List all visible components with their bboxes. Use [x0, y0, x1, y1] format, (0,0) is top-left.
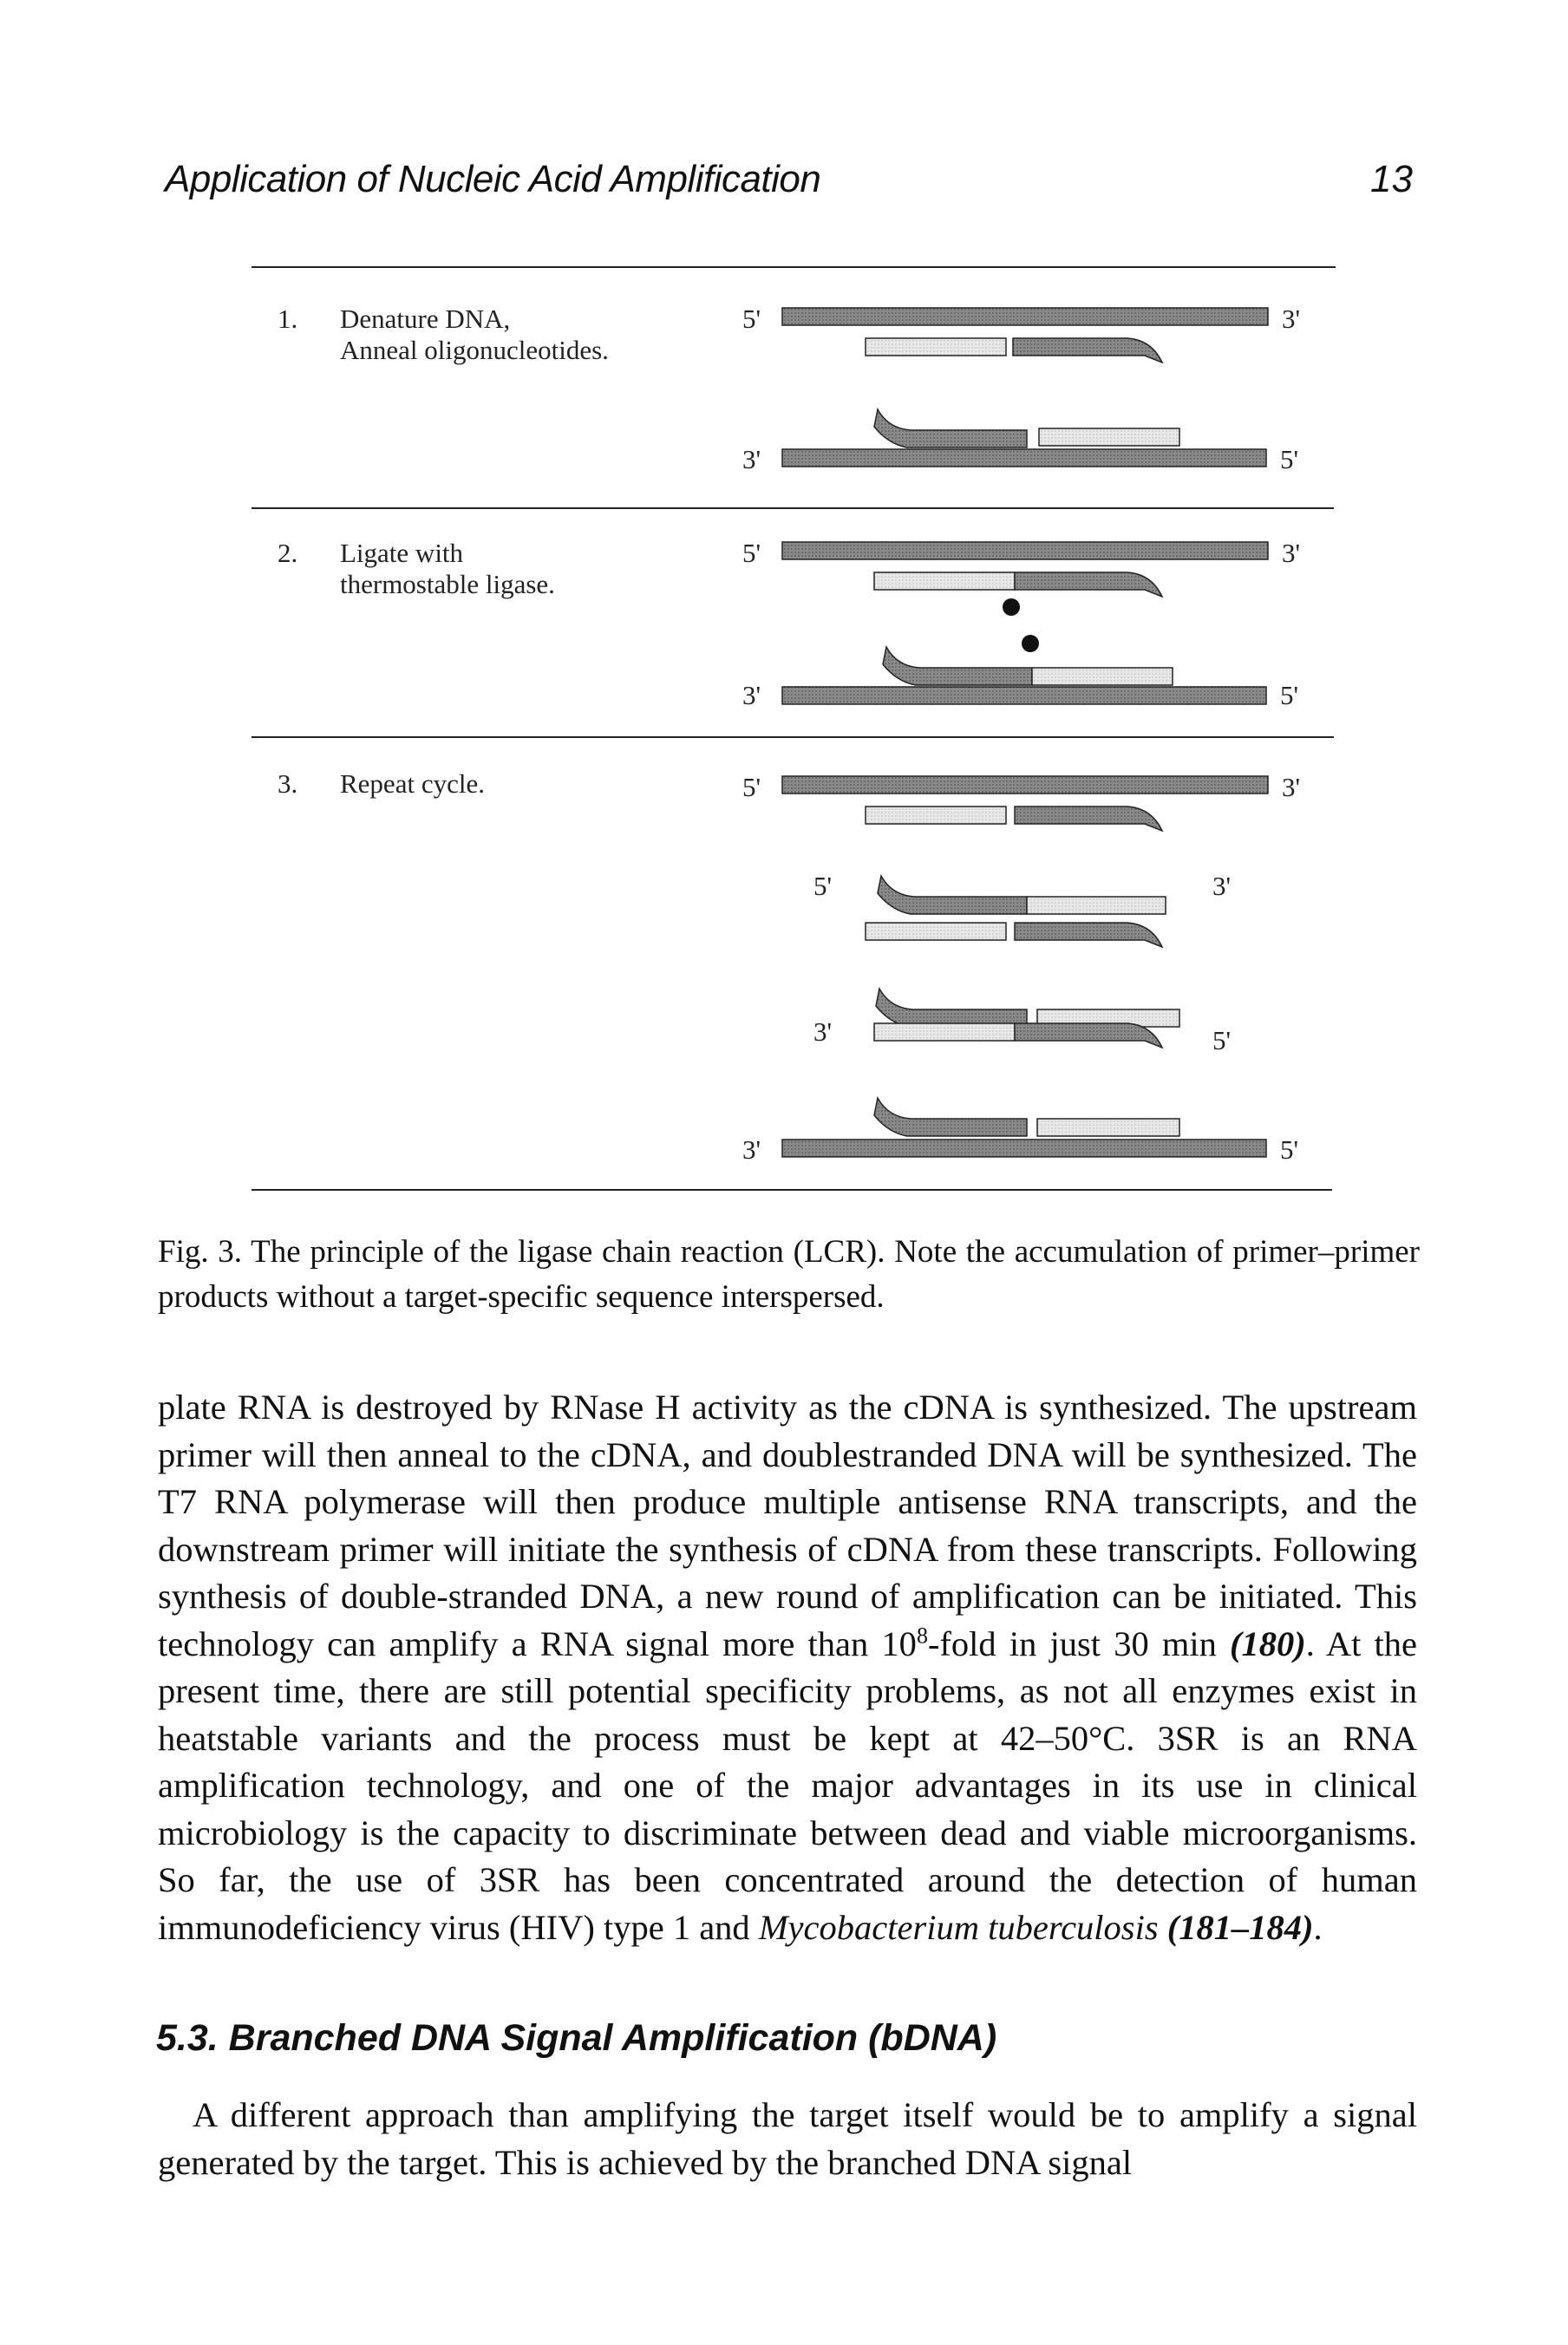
label-5prime: 5': [1212, 1025, 1232, 1055]
species-name: Mycobacterium tuberculosis: [758, 1907, 1159, 1947]
superscript-exponent: 8: [916, 1623, 928, 1648]
body-paragraph-1: [158, 1384, 1417, 1951]
ligation-dot: [1003, 598, 1020, 616]
probe-dark-hooked: [874, 1098, 1027, 1136]
step-2-line1: Ligate with: [340, 538, 464, 568]
probe-dark-hooked: [1015, 1023, 1162, 1048]
probe-light: [866, 923, 1006, 940]
paragraph-text: .: [1313, 1907, 1323, 1947]
label-3prime: 3': [742, 444, 761, 474]
step-3-line1: Repeat cycle.: [340, 768, 485, 799]
figure-caption: [158, 1230, 1420, 1320]
label-3prime: 3': [742, 1134, 761, 1165]
citation-ref: (180): [1230, 1623, 1306, 1663]
probe-light: [866, 338, 1006, 356]
section-heading: 5.3. Branched DNA Signal Amplification (bDNA): [156, 2017, 997, 2059]
label-5prime: 5': [742, 304, 761, 334]
label-3prime: 3': [1282, 538, 1301, 568]
probe-dark-hooked: [878, 876, 1027, 914]
step-1-line1: Denature DNA,: [340, 304, 511, 334]
label-3prime: 3': [1212, 871, 1232, 901]
label-5prime: 5': [1280, 680, 1299, 710]
page-number: 13: [1370, 158, 1413, 200]
label-3prime: 3': [1282, 772, 1301, 802]
probe-dark-hooked: [1015, 572, 1162, 597]
template-strand: [782, 542, 1268, 559]
step-3-number: 3.: [278, 768, 298, 799]
template-strand: [782, 308, 1268, 325]
probe-light: [866, 807, 1006, 824]
label-5prime: 5': [742, 772, 761, 802]
probe-dark-hooked: [1015, 807, 1162, 831]
probe-dark-hooked: [874, 409, 1027, 447]
label-3prime: 3': [742, 680, 761, 710]
step-2-number: 2.: [278, 538, 298, 568]
step-1-line2: Anneal oligonucleotides.: [340, 335, 609, 365]
probe-light: [874, 572, 1015, 590]
label-5prime: 5': [1280, 1134, 1299, 1165]
step-2-line2: thermostable ligase.: [340, 569, 555, 599]
probe-light: [1027, 897, 1166, 914]
probe-dark-hooked: [1015, 923, 1162, 947]
label-3prime: 3': [1282, 304, 1301, 334]
template-strand: [782, 449, 1266, 467]
probe-light: [874, 1023, 1015, 1041]
paragraph-text: . At the present time, there are still potential specificity problems, as not all enzymes exist in heatstable variants and the process must be kept at 42–50°C. 3SR is an RNA amplification technology, and one of the major advantages in its use in clinical microbiology is the capacity to discriminate between dead and viable microorganisms. So far, the use of 3SR has been concentrated around the detection of human immunodeficiency virus (HIV) type 1 and: [158, 1623, 1417, 1947]
ligation-dot: [1022, 635, 1039, 652]
figure-caption-text: Fig. 3. The principle of the ligase chain reaction (LCR). Note the accumulation of primer–primer products without a target-specific sequence interspersed.: [158, 1234, 1420, 1315]
label-5prime: 5': [742, 538, 761, 568]
probe-dark-hooked: [876, 989, 1027, 1027]
label-3prime: 3': [813, 1016, 833, 1047]
template-strand: [782, 687, 1266, 704]
label-5prime: 5': [1280, 444, 1299, 474]
paragraph-text: -fold in just 30 min: [927, 1623, 1231, 1663]
step-1-number: 1.: [278, 304, 298, 334]
body-paragraph-2: [158, 2092, 1417, 2186]
citation-ref: (181–184): [1166, 1907, 1314, 1947]
template-strand: [782, 1140, 1266, 1157]
paragraph-text: A different approach than amplifying the target itself would be to amplify a signal generated by the target. This is achieved by the branched DNA signal: [158, 2095, 1417, 2182]
label-5prime: 5': [813, 871, 833, 901]
probe-dark-hooked: [1013, 338, 1162, 363]
paragraph-text: plate RNA is destroyed by RNase H activity as the cDNA is synthesized. The upstream primer will then anneal to the cDNA, and doublestranded DNA will be synthesized. The T7 RNA polymerase will then produce multiple antisense RNA transcripts, and the downstream primer will initiate the synthesis of cDNA from these transcripts. Following synthesis of double-stranded DNA, a new round of amplification can be initiated. This technology can amplify a RNA signal more than 10: [158, 1388, 1417, 1663]
template-strand: [782, 776, 1268, 794]
probe-light: [1037, 1119, 1179, 1136]
running-header-title: Application of Nucleic Acid Amplification: [165, 158, 821, 200]
probe-dark-hooked: [883, 647, 1032, 685]
probe-light: [1039, 428, 1179, 446]
probe-light: [1032, 668, 1173, 685]
